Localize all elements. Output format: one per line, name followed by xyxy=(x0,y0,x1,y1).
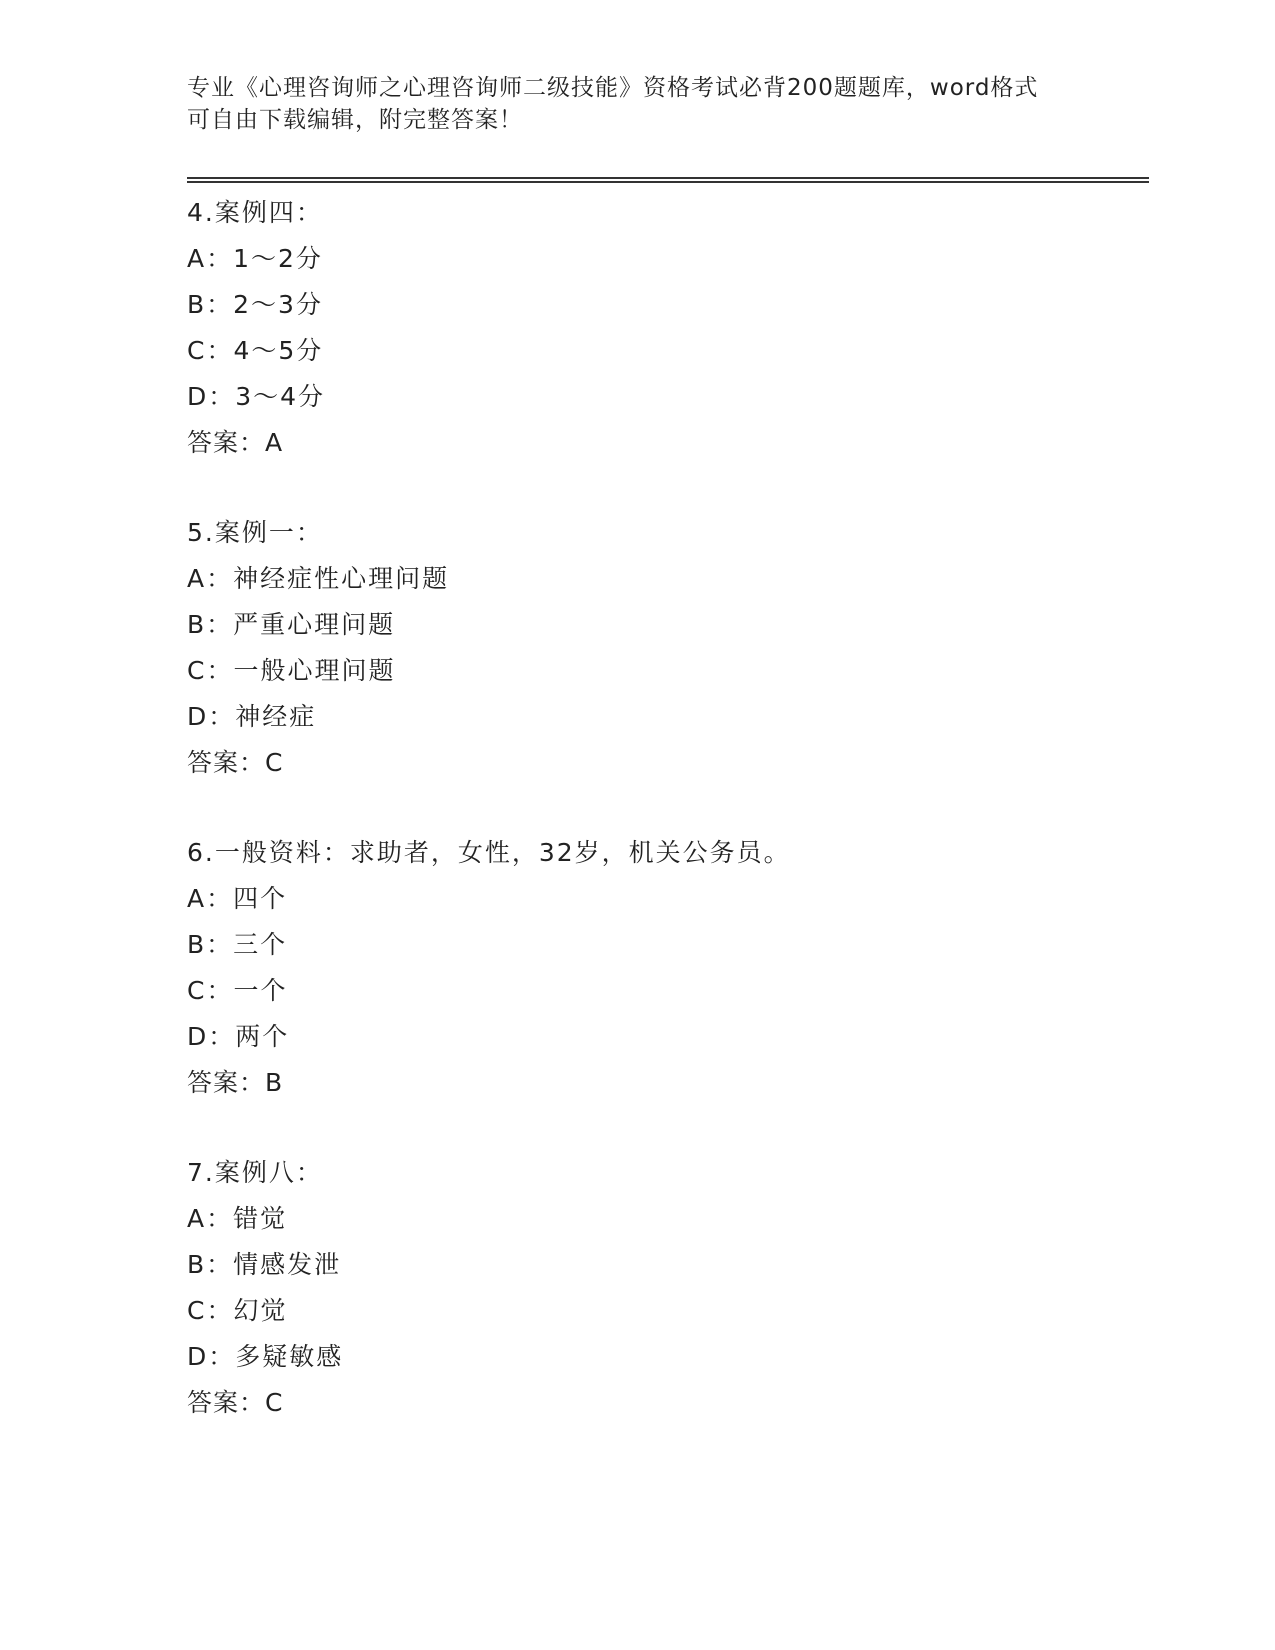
option-d: D：3～4分 xyxy=(187,382,326,411)
option-d: D：两个 xyxy=(187,1022,290,1051)
option-b: B：严重心理问题 xyxy=(187,610,396,639)
question-title: 7.案例八： xyxy=(187,1158,323,1187)
option-b: B：三个 xyxy=(187,930,288,959)
option-d: D：神经症 xyxy=(187,702,317,731)
answer: 答案：C xyxy=(187,1388,284,1417)
answer: 答案：B xyxy=(187,1068,284,1097)
question-4 xyxy=(187,190,1147,510)
option-a: A：神经症性心理问题 xyxy=(187,564,450,593)
option-a: A：1～2分 xyxy=(187,244,323,273)
question-title: 4.案例四： xyxy=(187,198,323,227)
question-5 xyxy=(187,510,1147,830)
question-7 xyxy=(187,1150,1147,1470)
option-c: C：一般心理问题 xyxy=(187,656,396,685)
document-header xyxy=(187,72,1087,136)
option-d: D：多疑敏感 xyxy=(187,1342,344,1371)
header-divider xyxy=(187,177,1149,183)
question-list xyxy=(187,190,1147,1470)
option-b: B：2～3分 xyxy=(187,290,323,319)
question-6 xyxy=(187,830,1147,1150)
question-title: 6.一般资料：求助者，女性，32岁，机关公务员。 xyxy=(187,838,791,867)
header-line-2: 可自由下载编辑，附完整答案！ xyxy=(187,107,523,133)
option-b: B：情感发泄 xyxy=(187,1250,342,1279)
answer: 答案：C xyxy=(187,748,284,777)
option-a: A：错觉 xyxy=(187,1204,288,1233)
option-a: A：四个 xyxy=(187,884,288,913)
option-c: C：幻觉 xyxy=(187,1296,288,1325)
question-title: 5.案例一： xyxy=(187,518,323,547)
header-line-1: 专业《心理咨询师之心理咨询师二级技能》资格考试必背200题题库，word格式 xyxy=(187,75,1039,101)
option-c: C：一个 xyxy=(187,976,288,1005)
answer: 答案：A xyxy=(187,428,284,457)
option-c: C：4～5分 xyxy=(187,336,324,365)
